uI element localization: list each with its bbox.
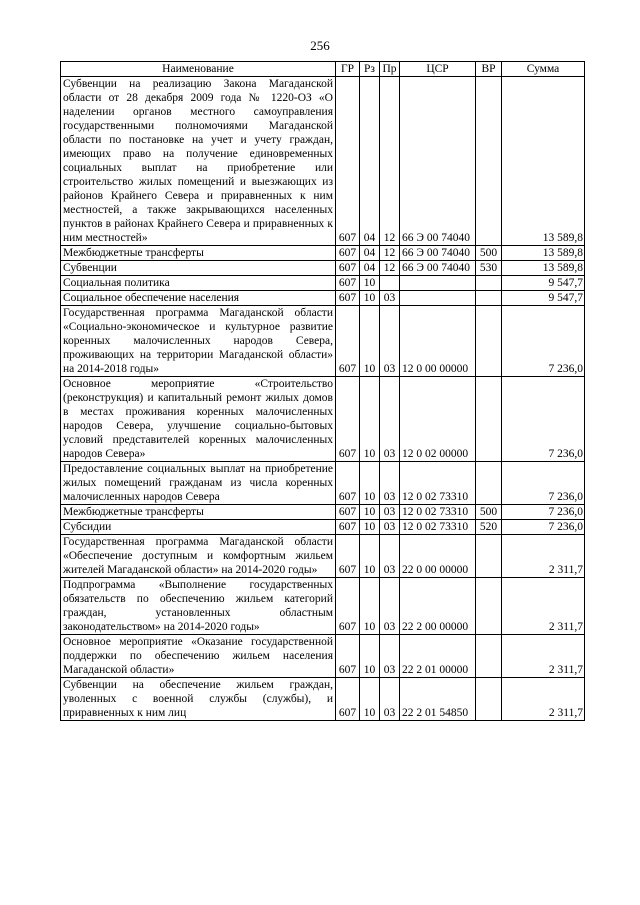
cell-csr: 12 0 02 73310 [400,505,476,520]
cell-name: Субсидии [61,520,336,535]
cell-vr: 530 [476,261,502,276]
cell-csr: 22 2 00 00000 [400,578,476,635]
cell-vr: 520 [476,520,502,535]
cell-gr: 607 [336,678,360,721]
cell-rz: 10 [360,578,380,635]
cell-name: Государственная программа Магаданской области «Социально-экономическое и культурное развитие коренных малочисленных народов Севера, проживающих на территории Магаданской области» на 2014-2018 годы» [61,306,336,377]
cell-gr: 607 [336,578,360,635]
cell-rz: 10 [360,276,380,291]
cell-sum: 9 547,7 [502,276,585,291]
cell-name: Межбюджетные трансферты [61,246,336,261]
cell-rz: 10 [360,291,380,306]
table-row [61,678,585,721]
cell-vr: 500 [476,246,502,261]
cell-pr: 03 [380,578,400,635]
cell-gr: 607 [336,276,360,291]
cell-name: Подпрограмма «Выполнение государственных обязательств по обеспечению жильем категорий граждан, установленных областным законодательством» на 2014-2020 годы» [61,578,336,635]
cell-gr: 607 [336,635,360,678]
cell-pr [380,276,400,291]
cell-csr: 12 0 02 73310 [400,462,476,505]
cell-gr: 607 [336,535,360,578]
cell-rz: 04 [360,246,380,261]
cell-gr: 607 [336,261,360,276]
table-row [61,276,585,291]
cell-gr: 607 [336,505,360,520]
cell-sum: 7 236,0 [502,306,585,377]
cell-csr: 22 2 01 54850 [400,678,476,721]
table-row [61,377,585,462]
cell-csr: 22 2 01 00000 [400,635,476,678]
table-row [61,505,585,520]
cell-sum: 2 311,7 [502,635,585,678]
cell-name: Субвенции на обеспечение жильем граждан, уволенных с военной службы (службы), и приравненных к ним лиц [61,678,336,721]
cell-rz: 10 [360,520,380,535]
cell-rz: 10 [360,462,380,505]
cell-vr [476,276,502,291]
cell-csr: 12 0 02 73310 [400,520,476,535]
cell-pr: 03 [380,635,400,678]
cell-name: Предоставление социальных выплат на приобретение жилых помещений гражданам из числа коренных малочисленных народов Севера [61,462,336,505]
cell-rz: 10 [360,678,380,721]
cell-sum: 13 589,8 [502,77,585,246]
cell-pr: 03 [380,535,400,578]
cell-vr [476,678,502,721]
cell-pr: 12 [380,261,400,276]
cell-sum: 2 311,7 [502,535,585,578]
cell-sum: 7 236,0 [502,520,585,535]
cell-pr: 12 [380,246,400,261]
budget-table [60,61,585,721]
cell-pr: 03 [380,678,400,721]
cell-csr [400,291,476,306]
cell-rz: 10 [360,306,380,377]
cell-name: Субвенции на реализацию Закона Магаданской области от 28 декабря 2009 года № 1220-ОЗ «О наделении органов местного самоуправления государственными полномочиями Магаданской области по постановке на учет и учету граждан, имеющих право на получение единовременных социальных выплат на приобретение или строительство жилых помещений и выезжающих из районов Крайнего Севера и приравненных к ним местностей, а также закрывающихся населенных пунктов в районах Крайнего Севера и приравненных к ним местностей» [61,77,336,246]
cell-gr: 607 [336,520,360,535]
header-rz: Рз [360,62,380,77]
cell-sum: 13 589,8 [502,261,585,276]
cell-rz: 10 [360,377,380,462]
cell-name: Субвенции [61,261,336,276]
cell-csr: 66 Э 00 74040 [400,246,476,261]
cell-sum: 7 236,0 [502,462,585,505]
cell-csr: 12 0 00 00000 [400,306,476,377]
cell-sum: 13 589,8 [502,246,585,261]
cell-csr: 66 Э 00 74040 [400,77,476,246]
table-header-row [61,62,585,77]
cell-name: Основное мероприятие «Оказание государственной поддержки по обеспечению жильем населения Магаданской области» [61,635,336,678]
cell-name: Основное мероприятие «Строительство (реконструкция) и капитальный ремонт жилых домов в местах проживания коренных малочисленных народов Севера, улучшение социально-бытовых условий представителей коренных малочисленных народов Севера» [61,377,336,462]
cell-vr [476,77,502,246]
cell-rz: 04 [360,77,380,246]
cell-vr [476,535,502,578]
table-row [61,261,585,276]
cell-pr: 03 [380,377,400,462]
table-row [61,246,585,261]
cell-gr: 607 [336,306,360,377]
cell-gr: 607 [336,77,360,246]
cell-vr [476,635,502,678]
cell-pr: 03 [380,462,400,505]
cell-rz: 04 [360,261,380,276]
cell-name: Социальное обеспечение населения [61,291,336,306]
table-row [61,535,585,578]
cell-sum: 2 311,7 [502,678,585,721]
cell-pr: 03 [380,505,400,520]
cell-vr [476,578,502,635]
cell-vr [476,377,502,462]
cell-pr: 03 [380,520,400,535]
cell-rz: 10 [360,505,380,520]
cell-sum: 9 547,7 [502,291,585,306]
cell-vr [476,291,502,306]
header-sum: Сумма [502,62,585,77]
cell-name: Социальная политика [61,276,336,291]
cell-csr: 12 0 02 00000 [400,377,476,462]
cell-gr: 607 [336,291,360,306]
cell-csr: 66 Э 00 74040 [400,261,476,276]
page-number: 256 [310,38,330,53]
cell-csr [400,276,476,291]
table-row [61,462,585,505]
cell-gr: 607 [336,377,360,462]
table-row [61,77,585,246]
cell-csr: 22 0 00 00000 [400,535,476,578]
cell-name: Государственная программа Магаданской области «Обеспечение доступным и комфортным жильем жителей Магаданской области» на 2014-2020 годы» [61,535,336,578]
cell-sum: 2 311,7 [502,578,585,635]
cell-rz: 10 [360,635,380,678]
cell-pr: 03 [380,306,400,377]
table-row [61,635,585,678]
table-row [61,578,585,635]
cell-sum: 7 236,0 [502,505,585,520]
header-name: Наименование [61,62,336,77]
header-pr: Пр [380,62,400,77]
table-row [61,306,585,377]
cell-gr: 607 [336,246,360,261]
cell-gr: 607 [336,462,360,505]
cell-name: Межбюджетные трансферты [61,505,336,520]
cell-rz: 10 [360,535,380,578]
header-csr: ЦСР [400,62,476,77]
table-row [61,520,585,535]
cell-sum: 7 236,0 [502,377,585,462]
table-row [61,291,585,306]
cell-pr: 12 [380,77,400,246]
cell-vr: 500 [476,505,502,520]
cell-vr [476,306,502,377]
cell-pr: 03 [380,291,400,306]
header-vr: ВР [476,62,502,77]
header-gr: ГР [336,62,360,77]
cell-vr [476,462,502,505]
